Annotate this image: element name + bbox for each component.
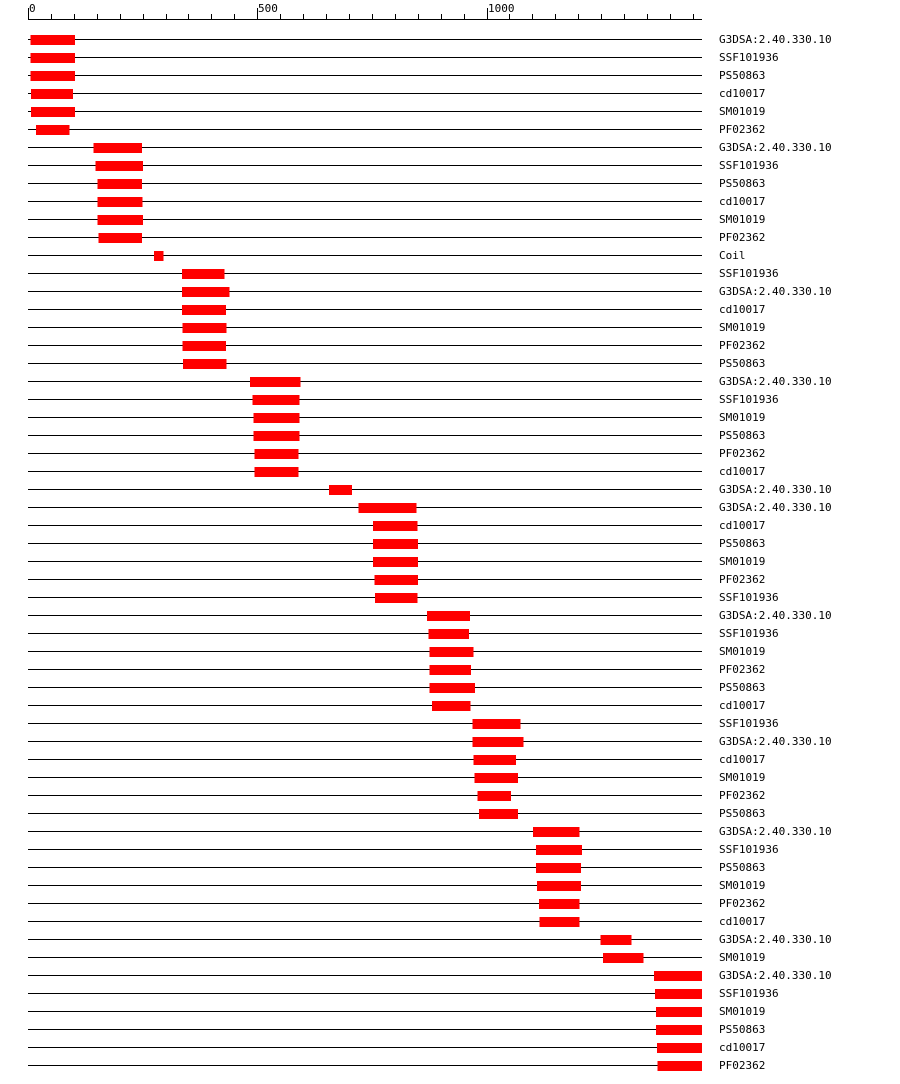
- feature-block[interactable]: [359, 503, 417, 513]
- track-label: SSF101936: [719, 51, 779, 64]
- track-label: cd10017: [719, 1041, 766, 1054]
- feature-block[interactable]: [655, 989, 702, 999]
- feature-block[interactable]: [254, 413, 300, 423]
- track-label: PS50863: [719, 1023, 766, 1036]
- track-label: SSF101936: [719, 843, 779, 856]
- feature-block[interactable]: [537, 881, 581, 891]
- track-row: [28, 807, 765, 820]
- track-label: G3DSA:2.40.330.10: [719, 609, 832, 622]
- track-label: PF02362: [719, 1059, 766, 1072]
- feature-block[interactable]: [373, 521, 418, 531]
- feature-block[interactable]: [154, 251, 164, 261]
- track-label: G3DSA:2.40.330.10: [719, 483, 832, 496]
- track-row: [28, 141, 832, 154]
- track-row: [28, 447, 765, 460]
- feature-block[interactable]: [654, 971, 702, 981]
- track-label: cd10017: [719, 465, 766, 478]
- track-label: cd10017: [719, 303, 766, 316]
- axis-ticks: [29, 8, 694, 20]
- track-row: [28, 213, 765, 226]
- track-row: [28, 825, 832, 838]
- track-label: SM01019: [719, 411, 766, 424]
- track-label: G3DSA:2.40.330.10: [719, 375, 832, 388]
- track-label: PF02362: [719, 339, 766, 352]
- feature-block[interactable]: [31, 107, 75, 117]
- feature-block[interactable]: [255, 449, 299, 459]
- track-label: SM01019: [719, 321, 766, 334]
- track-label: SM01019: [719, 213, 766, 226]
- track-row: [28, 465, 765, 478]
- track-row: [28, 915, 765, 928]
- feature-block[interactable]: [250, 377, 300, 387]
- feature-block[interactable]: [601, 935, 632, 945]
- feature-block[interactable]: [182, 305, 226, 315]
- track-label: PF02362: [719, 789, 766, 802]
- track-row: [28, 681, 765, 694]
- track-row: [28, 717, 779, 730]
- track-label: cd10017: [719, 699, 766, 712]
- track-row: [28, 879, 765, 892]
- track-row: [28, 789, 765, 802]
- track-row: [28, 555, 765, 568]
- feature-block[interactable]: [656, 1025, 702, 1035]
- track-label: PS50863: [719, 177, 766, 190]
- feature-block[interactable]: [30, 71, 75, 81]
- track-label: SSF101936: [719, 267, 779, 280]
- track-row: [28, 159, 779, 172]
- track-label: cd10017: [719, 915, 766, 928]
- feature-block[interactable]: [430, 647, 474, 657]
- feature-block[interactable]: [536, 863, 581, 873]
- feature-block[interactable]: [30, 53, 75, 63]
- track-label: PS50863: [719, 429, 766, 442]
- track-row: [28, 735, 832, 748]
- track-label: SM01019: [719, 951, 766, 964]
- feature-block[interactable]: [540, 917, 580, 927]
- feature-block[interactable]: [656, 1007, 702, 1017]
- track-label: PF02362: [719, 123, 766, 136]
- track-row: [28, 699, 765, 712]
- track-label: cd10017: [719, 195, 766, 208]
- feature-block[interactable]: [329, 485, 352, 495]
- track-label: SM01019: [719, 879, 766, 892]
- feature-block[interactable]: [183, 341, 227, 351]
- feature-block[interactable]: [533, 827, 580, 837]
- track-row: [28, 483, 832, 496]
- track-label: G3DSA:2.40.330.10: [719, 825, 832, 838]
- track-label: G3DSA:2.40.330.10: [719, 141, 832, 154]
- feature-block[interactable]: [94, 143, 143, 153]
- track-label: SSF101936: [719, 627, 779, 640]
- feature-block[interactable]: [95, 161, 143, 171]
- track-label: cd10017: [719, 753, 766, 766]
- track-label: PS50863: [719, 681, 766, 694]
- feature-block[interactable]: [254, 431, 300, 441]
- feature-block[interactable]: [98, 179, 143, 189]
- track-label: SSF101936: [719, 717, 779, 730]
- track-label: SM01019: [719, 1005, 766, 1018]
- track-row: [28, 843, 779, 856]
- axis-tick-labels: [29, 2, 515, 15]
- track-row: [28, 33, 832, 46]
- track-label: G3DSA:2.40.330.10: [719, 969, 832, 982]
- feature-block[interactable]: [255, 467, 299, 477]
- track-row: [28, 195, 765, 208]
- feature-block[interactable]: [539, 899, 580, 909]
- feature-block[interactable]: [432, 701, 471, 711]
- feature-block[interactable]: [30, 35, 75, 45]
- feature-block[interactable]: [36, 125, 70, 135]
- track-row: [28, 609, 832, 622]
- feature-block[interactable]: [31, 89, 73, 99]
- feature-block[interactable]: [603, 953, 643, 963]
- track-label: SSF101936: [719, 987, 779, 1000]
- track-label: PF02362: [719, 663, 766, 676]
- feature-block[interactable]: [182, 269, 224, 279]
- track-label: PS50863: [719, 357, 766, 370]
- track-row: [28, 249, 746, 262]
- feature-block[interactable]: [479, 809, 518, 819]
- track-row: [28, 1005, 765, 1018]
- track-row: [28, 537, 765, 550]
- track-row: [28, 501, 832, 514]
- track-label: SSF101936: [719, 159, 779, 172]
- track-label: G3DSA:2.40.330.10: [719, 285, 832, 298]
- feature-block[interactable]: [473, 737, 524, 747]
- track-row: [28, 897, 765, 910]
- track-label: SM01019: [719, 645, 766, 658]
- track-label: SM01019: [719, 555, 766, 568]
- track-row: [28, 303, 765, 316]
- track-row: [28, 519, 765, 532]
- track-row: [28, 771, 765, 784]
- feature-block[interactable]: [373, 539, 418, 549]
- track-label: PF02362: [719, 447, 766, 460]
- track-row: [28, 357, 765, 370]
- track-label: Coil: [719, 249, 746, 262]
- feature-block[interactable]: [375, 575, 419, 585]
- track-label: PS50863: [719, 861, 766, 874]
- track-label: SM01019: [719, 771, 766, 784]
- position-axis: [28, 2, 702, 20]
- feature-block[interactable]: [658, 1061, 703, 1071]
- track-row: [28, 231, 765, 244]
- track-label: G3DSA:2.40.330.10: [719, 501, 832, 514]
- tick-label: 500: [258, 2, 278, 15]
- tick-label: 1000: [488, 2, 515, 15]
- feature-block[interactable]: [430, 665, 471, 675]
- feature-block[interactable]: [183, 323, 227, 333]
- track-row: [28, 1041, 765, 1054]
- track-row: [28, 69, 765, 82]
- track-row: [28, 375, 832, 388]
- track-row: [28, 429, 765, 442]
- feature-block[interactable]: [429, 629, 469, 639]
- track-row: [28, 267, 779, 280]
- track-label: PS50863: [719, 807, 766, 820]
- track-label: PF02362: [719, 897, 766, 910]
- feature-block[interactable]: [430, 683, 475, 693]
- track-row: [28, 573, 765, 586]
- feature-block[interactable]: [182, 287, 229, 297]
- track-label: G3DSA:2.40.330.10: [719, 33, 832, 46]
- track-row: [28, 1059, 765, 1072]
- feature-block[interactable]: [99, 233, 143, 243]
- track-label: PS50863: [719, 69, 766, 82]
- track-label: G3DSA:2.40.330.10: [719, 933, 832, 946]
- feature-block[interactable]: [375, 593, 417, 603]
- track-row: [28, 51, 779, 64]
- track-label: PF02362: [719, 231, 766, 244]
- feature-block[interactable]: [477, 791, 511, 801]
- track-row: [28, 393, 779, 406]
- feature-block[interactable]: [475, 773, 519, 783]
- feature-block[interactable]: [427, 611, 470, 621]
- track-row: [28, 987, 779, 1000]
- track-row: [28, 933, 832, 946]
- track-label: SSF101936: [719, 393, 779, 406]
- track-label: PF02362: [719, 573, 766, 586]
- track-row: [28, 339, 765, 352]
- feature-block[interactable]: [98, 197, 143, 207]
- track-label: cd10017: [719, 519, 766, 532]
- feature-tracks: [28, 33, 832, 1072]
- track-row: [28, 411, 765, 424]
- track-row: [28, 753, 765, 766]
- track-row: [28, 591, 779, 604]
- track-row: [28, 177, 765, 190]
- track-label: SSF101936: [719, 591, 779, 604]
- track-label: SM01019: [719, 105, 766, 118]
- feature-block[interactable]: [473, 719, 521, 729]
- track-row: [28, 861, 765, 874]
- track-row: [28, 663, 765, 676]
- track-row: [28, 321, 765, 334]
- feature-block[interactable]: [474, 755, 516, 765]
- feature-block[interactable]: [98, 215, 143, 225]
- feature-block[interactable]: [657, 1043, 702, 1053]
- track-row: [28, 627, 779, 640]
- track-row: [28, 969, 832, 982]
- track-row: [28, 87, 765, 100]
- track-row: [28, 123, 765, 136]
- feature-block[interactable]: [373, 557, 418, 567]
- feature-block[interactable]: [253, 395, 300, 405]
- track-label: cd10017: [719, 87, 766, 100]
- feature-block[interactable]: [536, 845, 582, 855]
- track-row: [28, 645, 765, 658]
- track-row: [28, 105, 765, 118]
- track-row: [28, 285, 832, 298]
- track-row: [28, 1023, 765, 1036]
- track-label: PS50863: [719, 537, 766, 550]
- feature-block[interactable]: [183, 359, 227, 369]
- track-row: [28, 951, 765, 964]
- track-label: G3DSA:2.40.330.10: [719, 735, 832, 748]
- tick-label: 0: [29, 2, 36, 15]
